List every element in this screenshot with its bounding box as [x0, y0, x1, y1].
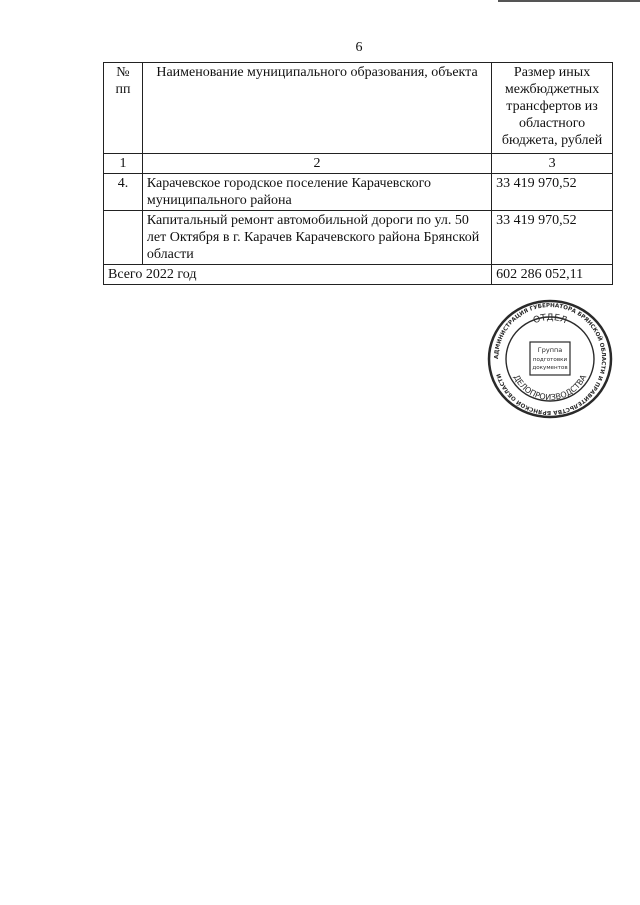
row-num: 4. — [104, 174, 143, 211]
total-amount: 602 286 052,11 — [492, 265, 613, 285]
stamp-top-word: ОТДЕЛ — [532, 312, 568, 327]
column-number-3: 3 — [492, 154, 613, 174]
row-name: Капитальный ремонт автомобильной дороги по ул. 50 лет Октября в г. Карачев Карачевского района Брянской области — [142, 211, 491, 265]
table-header-row — [104, 63, 613, 154]
table-row — [104, 211, 613, 265]
header-name: Наименование муниципального образования, объекта — [142, 63, 491, 154]
column-number-2: 2 — [142, 154, 491, 174]
total-row — [104, 265, 613, 285]
top-edge-rule — [498, 0, 640, 2]
row-amount: 33 419 970,52 — [492, 174, 613, 211]
column-number-row — [104, 154, 613, 174]
transfers-table — [103, 62, 613, 285]
header-num: № пп — [104, 63, 143, 154]
office-stamp — [486, 298, 614, 420]
column-number-1: 1 — [104, 154, 143, 174]
stamp-bottom-word: ДЕЛОПРОИЗВОДСТВА — [511, 373, 589, 403]
stamp-center-line-2: подготовки — [532, 357, 568, 363]
row-amount: 33 419 970,52 — [492, 211, 613, 265]
stamp-outer-text: АДМИНИСТРАЦИЯ ГУБЕРНАТОРА БРЯНСКОЙ ОБЛАСТИ И ПРАВИТЕЛЬСТВА БРЯНСКОЙ ОБЛАСТИ — [493, 302, 607, 416]
header-amount: Размер иных межбюджетных трансфертов из областного бюджета, рублей — [492, 63, 613, 154]
stamp-center-line-1: Группа — [537, 346, 563, 354]
page-number: 6 — [355, 40, 363, 55]
total-label: Всего 2022 год — [104, 265, 492, 285]
stamp-center-line-3: документов — [532, 365, 568, 371]
row-name: Карачевское городское поселение Карачевского муниципального района — [142, 174, 491, 211]
table-row — [104, 174, 613, 211]
row-num — [104, 211, 143, 265]
